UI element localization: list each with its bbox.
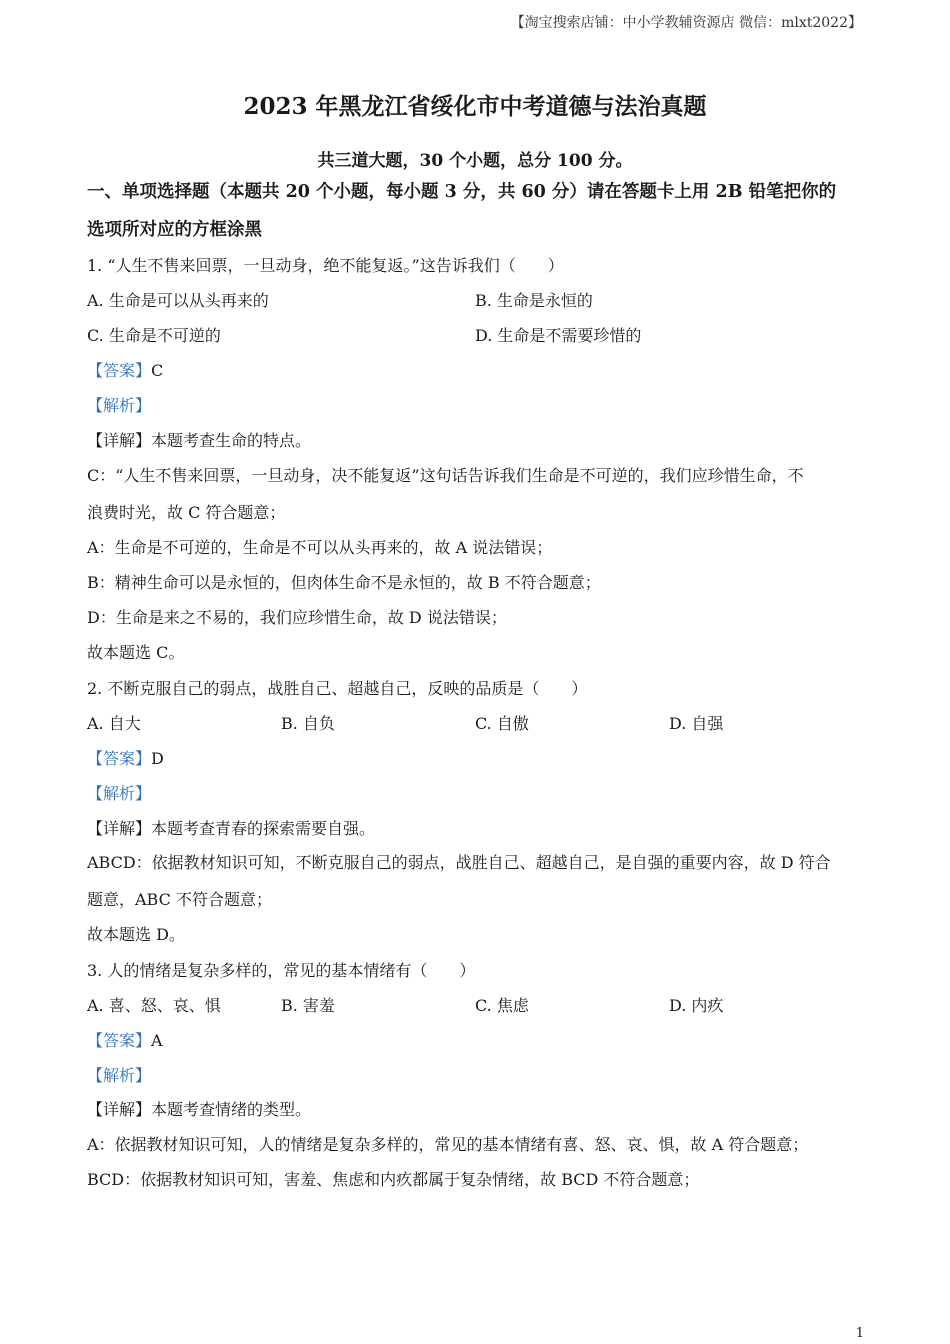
q1-answer: [87, 360, 163, 382]
q2-analysis-label: 【解析】: [87, 784, 152, 803]
q2-explanation-2: 题意，ABC 不符合题意；: [87, 890, 272, 909]
q2-option-a: A. 自大: [87, 714, 141, 733]
section-heading-line2: 选项所对应的方框涂黑: [87, 220, 262, 240]
q2-answer: [87, 748, 164, 770]
q3-option-a: A. 喜、怒、哀、惧: [87, 996, 221, 1015]
q2-detail: 【详解】本题考查青春的探索需要自强。: [87, 819, 376, 838]
q1-explanation-3: A：生命是不可逆的，生命是不可以从头再来的，故 A 说法错误；: [87, 538, 553, 557]
q1-option-b: B. 生命是永恒的: [475, 291, 593, 310]
answer-label: 【答案】: [87, 361, 152, 380]
header-note: 【淘宝搜索店铺：中小学教辅资源店 微信：mlxt2022】: [510, 15, 862, 31]
q3-answer: [87, 1030, 163, 1052]
q1-explanation-4: B：精神生命可以是永恒的，但肉体生命不是永恒的，故 B 不符合题意；: [87, 573, 601, 592]
section-heading-line1: 一、单项选择题（本题共 20 个小题，每小题 3 分，共 60 分）请在答题卡上用 2B 铅笔把你的: [87, 182, 837, 202]
q2-explanation-1: ABCD：依据教材知识可知，不断克服自己的弱点，战胜自己、超越自己，是自强的重要内容，故 D 符合: [87, 853, 831, 872]
q3-stem: 3. 人的情绪是复杂多样的，常见的基本情绪有（ ）: [87, 961, 476, 980]
page-number: 1: [855, 1326, 864, 1341]
q1-analysis-label: 【解析】: [87, 396, 152, 415]
answer-label: 【答案】: [87, 1031, 152, 1050]
q1-option-a: A. 生命是可以从头再来的: [87, 291, 269, 310]
q1-option-c: C. 生命是不可逆的: [87, 326, 221, 345]
q1-conclusion: 故本题选 C。: [87, 643, 185, 662]
q3-option-c: C. 焦虑: [475, 996, 529, 1015]
answer-value: D: [151, 749, 164, 768]
q1-explanation-2: 浪费时光，故 C 符合题意；: [87, 503, 286, 522]
answer-value: C: [151, 361, 164, 380]
q1-explanation-5: D：生命是来之不易的，我们应珍惜生命，故 D 说法错误；: [87, 608, 507, 627]
q3-detail: 【详解】本题考查情绪的类型。: [87, 1100, 312, 1119]
q1-detail: 【详解】本题考查生命的特点。: [87, 431, 312, 450]
q2-stem: 2. 不断克服自己的弱点，战胜自己、超越自己，反映的品质是（ ）: [87, 679, 588, 698]
answer-value: A: [151, 1031, 163, 1050]
q3-explanation-2: BCD：依据教材知识可知，害羞、焦虑和内疚都属于复杂情绪，故 BCD 不符合题意；: [87, 1170, 700, 1189]
q3-option-b: B. 害羞: [281, 996, 335, 1015]
q2-option-d: D. 自强: [669, 714, 724, 733]
q2-option-c: C. 自傲: [475, 714, 529, 733]
q2-option-b: B. 自负: [281, 714, 335, 733]
q1-stem: 1. “人生不售来回票，一旦动身，绝不能复返。”这告诉我们（ ）: [87, 256, 564, 275]
q3-analysis-label: 【解析】: [87, 1066, 152, 1085]
q3-option-d: D. 内疚: [669, 996, 724, 1015]
q1-explanation-1: C：“人生不售来回票，一旦动身，决不能复返”这句话告诉我们生命是不可逆的，我们应珍惜生命，不: [87, 466, 804, 485]
page-title: 2023 年黑龙江省绥化市中考道德与法治真题: [243, 93, 707, 120]
q1-option-d: D. 生命是不需要珍惜的: [475, 326, 642, 345]
answer-label: 【答案】: [87, 749, 152, 768]
q2-conclusion: 故本题选 D。: [87, 925, 185, 944]
q3-explanation-1: A：依据教材知识可知，人的情绪是复杂多样的，常见的基本情绪有喜、怒、哀、惧，故 A 符合题意；: [87, 1135, 809, 1154]
page-subtitle: 共三道大题，30 个小题，总分 100 分。: [317, 151, 633, 171]
